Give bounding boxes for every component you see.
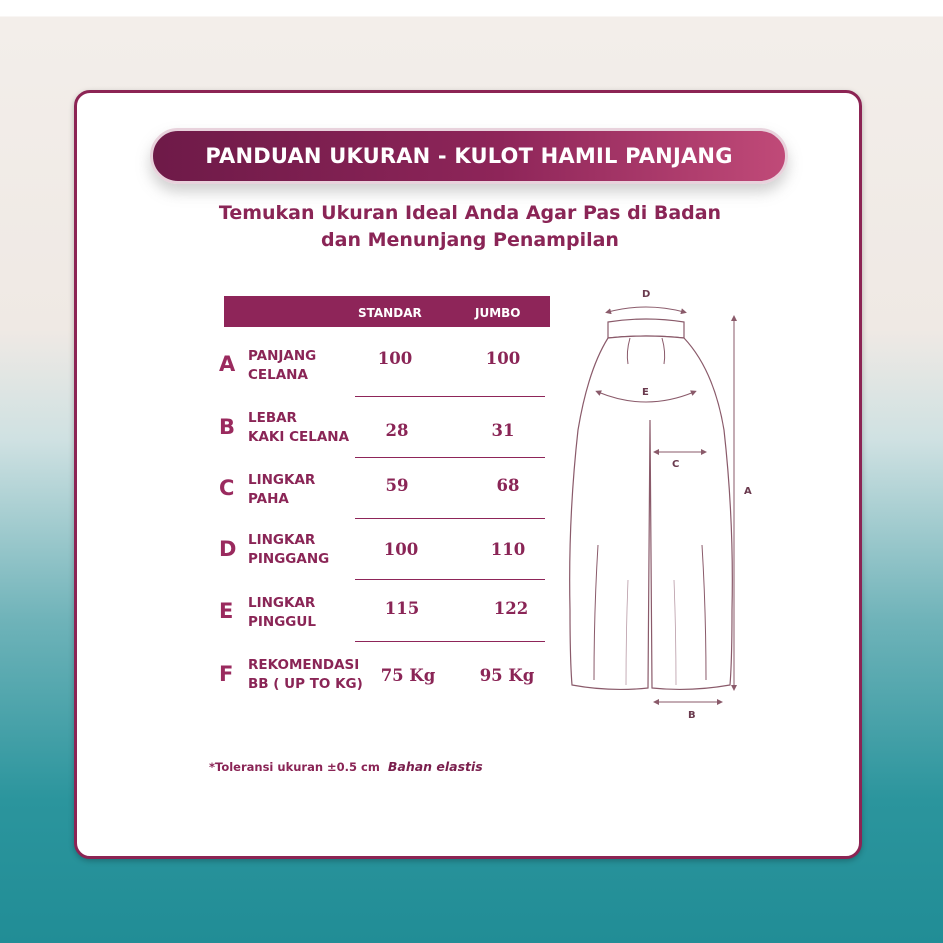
- value-standar: 75 Kg: [380, 666, 436, 685]
- header-standar: STANDAR: [358, 306, 422, 320]
- row-divider: [355, 457, 545, 458]
- row-label-line-2: PINGGANG: [248, 551, 330, 567]
- row-divider: [355, 641, 545, 642]
- row-label-line-1: PANJANG: [248, 348, 317, 364]
- row-divider: [355, 518, 545, 519]
- row-label-line-2: CELANA: [248, 367, 308, 383]
- row-label-line-1: LINGKAR: [248, 472, 316, 488]
- row-divider: [355, 579, 545, 580]
- diagram-label-e: E: [642, 387, 649, 398]
- value-standar: 115: [384, 599, 420, 618]
- page-title: PANDUAN UKURAN - KULOT HAMIL PANJANG: [205, 144, 733, 168]
- subtitle: [130, 200, 810, 254]
- row-label: [248, 531, 329, 569]
- row-label: [248, 409, 349, 447]
- value-standar: 100: [383, 540, 419, 559]
- diagram-label-c: C: [672, 459, 680, 470]
- diagram-label-d: D: [642, 289, 651, 300]
- row-label: [248, 656, 363, 694]
- row-letter: A: [219, 352, 236, 376]
- row-label: [248, 347, 316, 385]
- value-jumbo: 100: [485, 349, 521, 368]
- diagram-label-a: A: [744, 486, 752, 497]
- row-label-line-1: LEBAR: [248, 410, 297, 426]
- row-letter: B: [219, 415, 236, 439]
- pants-diagram: [560, 280, 780, 730]
- row-label-line-1: LINGKAR: [248, 595, 316, 611]
- subtitle-line-1: Temukan Ukuran Ideal Anda Agar Pas di Badan: [218, 202, 722, 224]
- row-letter: E: [219, 599, 234, 623]
- subtitle-line-2: dan Menunjang Penampilan: [321, 229, 619, 251]
- value-standar: 100: [377, 349, 413, 368]
- value-jumbo: 31: [491, 421, 515, 440]
- table-header: [224, 296, 550, 327]
- value-standar: 28: [385, 421, 409, 440]
- diagram-label-b: B: [688, 710, 696, 721]
- tolerance-note: *Toleransi ukuran ±0.5 cm: [209, 760, 380, 774]
- value-jumbo: 122: [493, 599, 529, 618]
- row-label-line-2: KAKI CELANA: [248, 429, 350, 445]
- row-letter: F: [219, 662, 234, 686]
- material-note: Bahan elastis: [387, 759, 483, 774]
- title-banner: [150, 128, 788, 184]
- header-jumbo: JUMBO: [475, 306, 521, 320]
- row-letter: C: [219, 476, 235, 500]
- row-label-line-2: BB ( UP TO KG): [248, 676, 363, 692]
- value-jumbo: 110: [490, 540, 526, 559]
- row-label: [248, 471, 315, 509]
- value-jumbo: 68: [496, 476, 520, 495]
- row-label-line-2: PINGGUL: [248, 614, 316, 630]
- value-standar: 59: [385, 476, 409, 495]
- footnote: [209, 759, 483, 774]
- row-divider: [355, 396, 545, 397]
- row-letter: D: [219, 537, 237, 561]
- pants-illustration: [560, 280, 780, 730]
- value-jumbo: 95 Kg: [479, 666, 535, 685]
- row-label: [248, 594, 316, 632]
- row-label-line-2: PAHA: [248, 491, 289, 507]
- row-label-line-1: LINGKAR: [248, 532, 316, 548]
- row-label-line-1: REKOMENDASI: [248, 657, 360, 673]
